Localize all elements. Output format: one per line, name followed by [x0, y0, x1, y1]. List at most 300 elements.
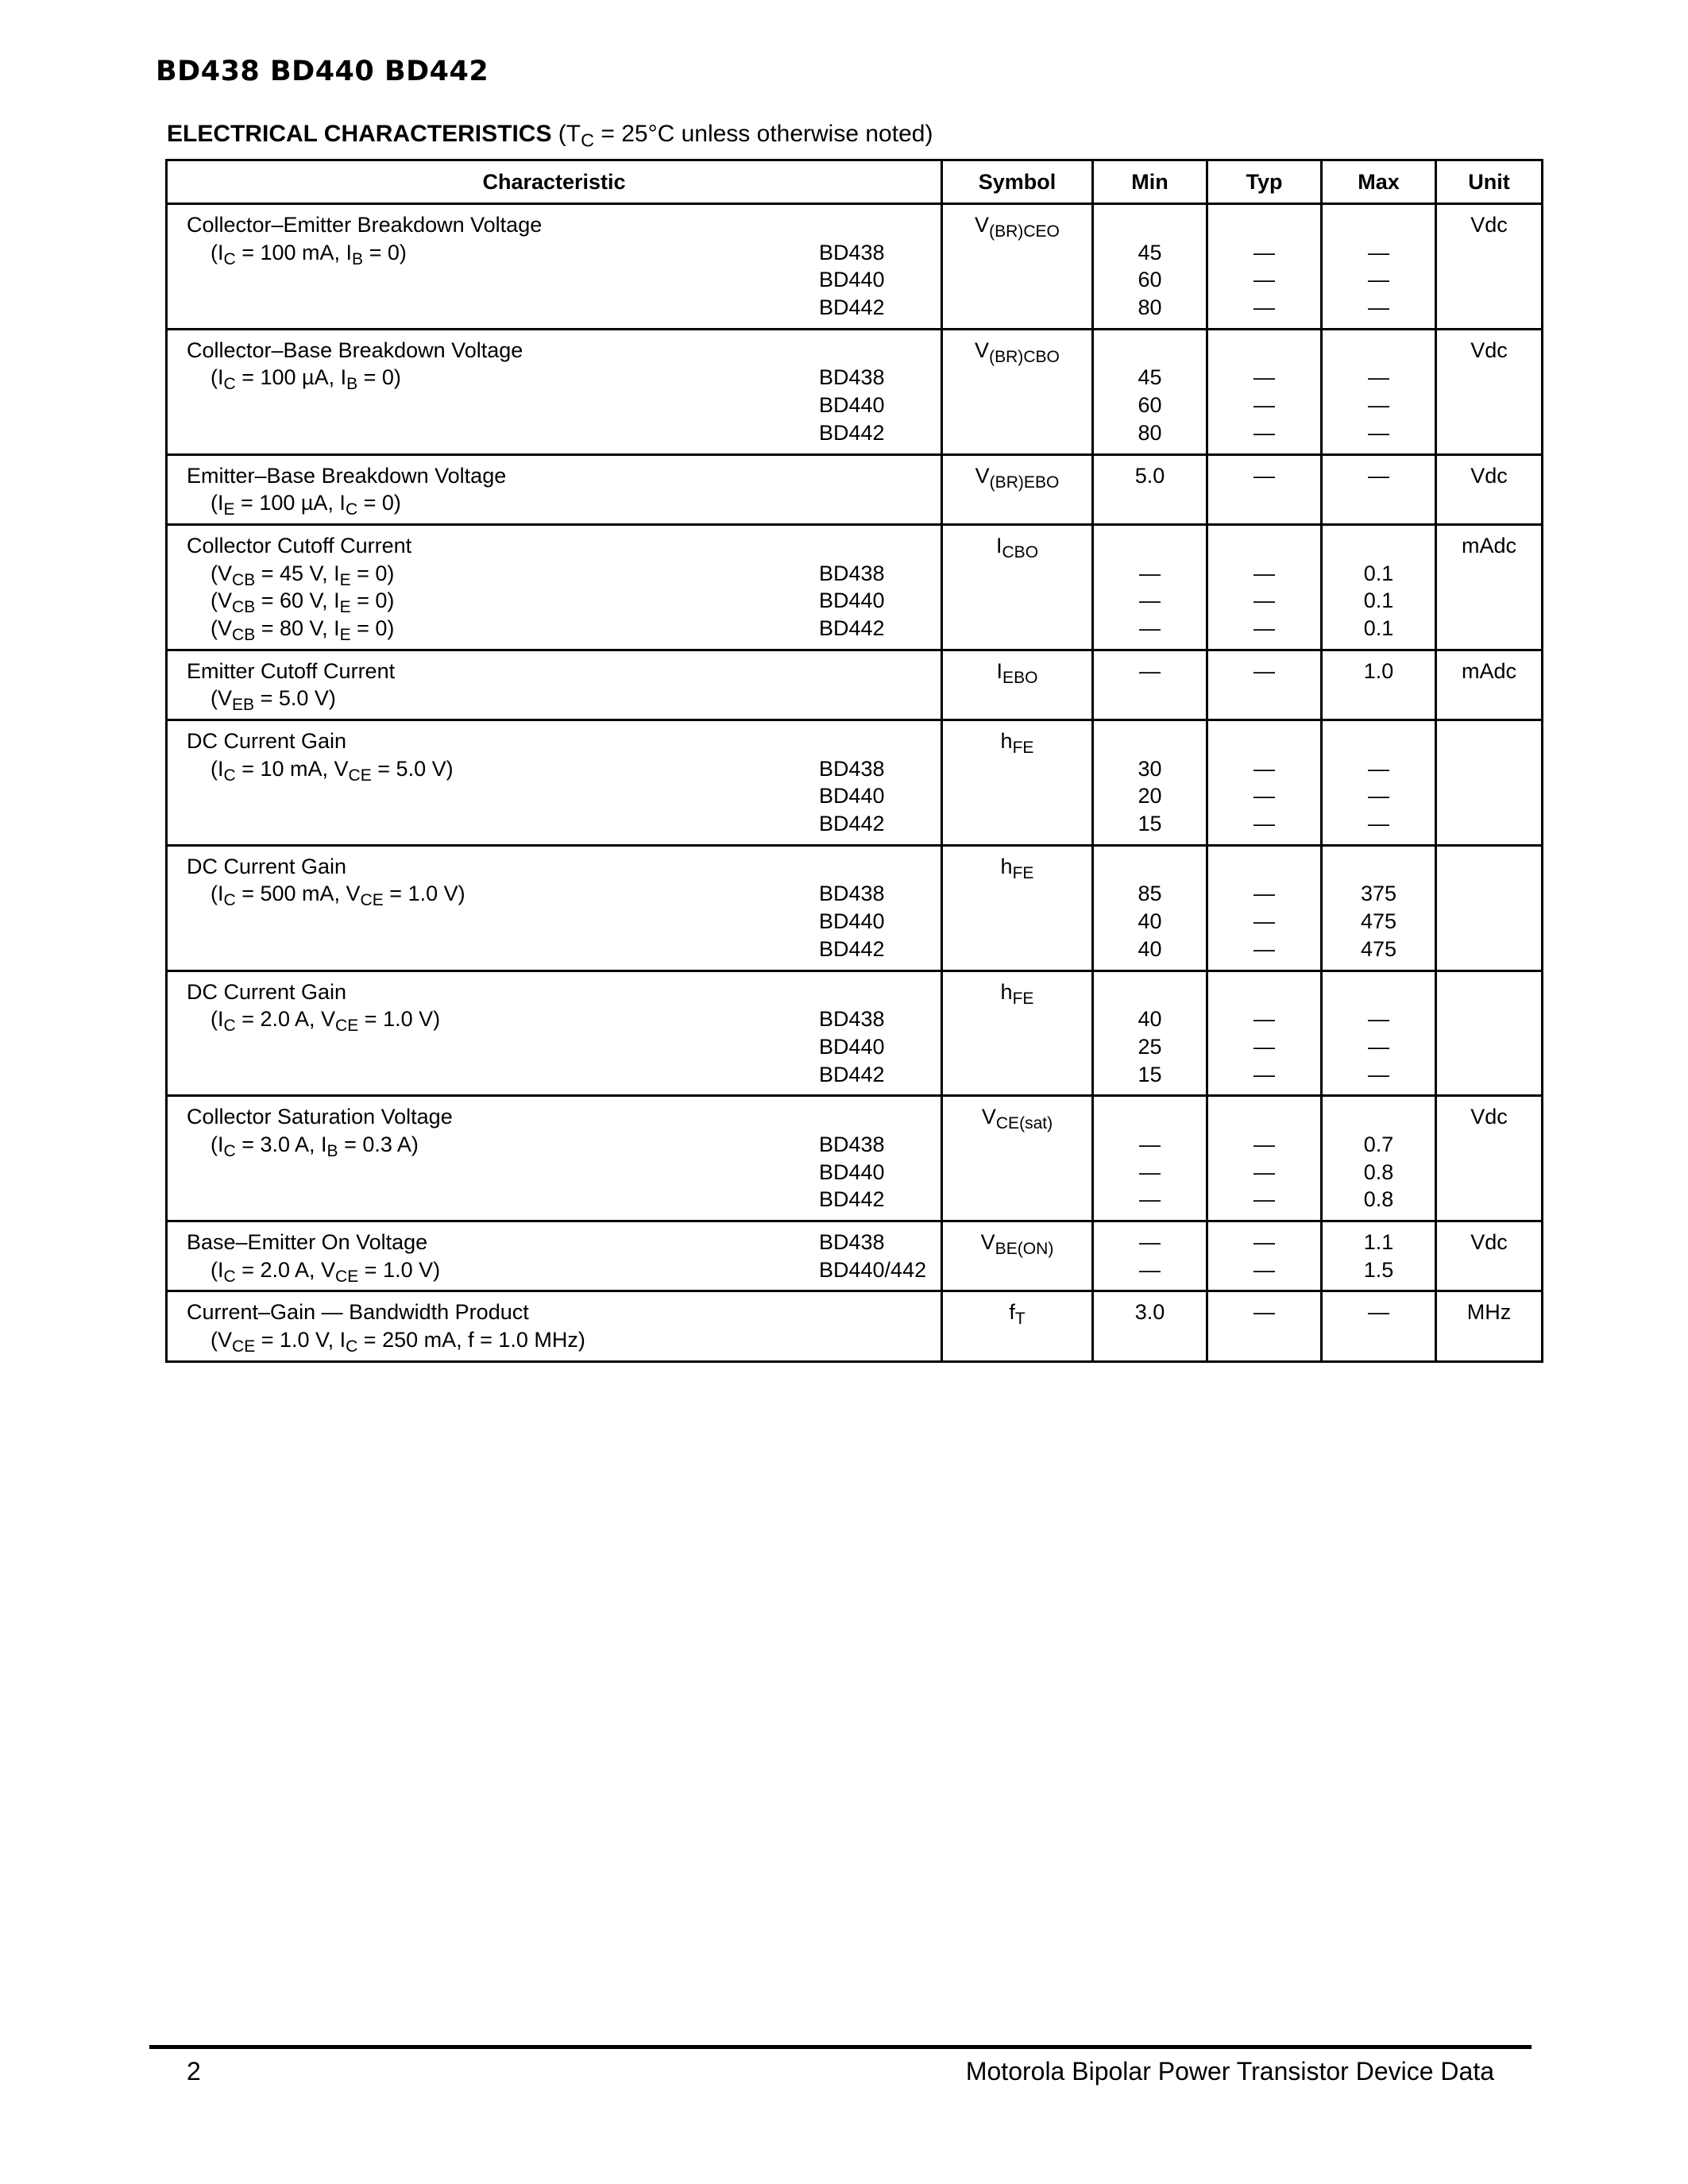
max-value — [1323, 211, 1435, 239]
condition-subscript: C — [223, 375, 236, 394]
condition-subscript: C — [346, 1337, 358, 1356]
symbol-subscript: FE — [1012, 989, 1034, 1008]
characteristic-name: Emitter Cutoff Current — [187, 658, 396, 683]
device-label: BD438 — [819, 756, 885, 781]
device-label: BD440 — [819, 588, 885, 613]
typ-cell — [1207, 524, 1322, 650]
max-cell — [1322, 650, 1436, 720]
symbol-subscript: CBO — [1002, 542, 1039, 561]
typ-value: — — [1253, 812, 1275, 836]
symbol-subscript: EBO — [1002, 668, 1038, 687]
condition-line — [187, 489, 941, 517]
typ-cell — [1207, 329, 1322, 454]
typ-value: — — [1253, 295, 1275, 320]
device-spacer — [819, 978, 885, 1006]
condition-subscript: C — [223, 249, 236, 268]
symbol-main: V — [975, 213, 990, 237]
characteristic-name: Collector–Emitter Breakdown Voltage — [187, 213, 543, 237]
condition-text: (I — [211, 491, 224, 515]
typ-value: — — [1253, 1132, 1275, 1156]
condition-subscript: CE — [232, 1337, 256, 1356]
device-label: BD438 — [819, 561, 885, 585]
typ-value: — — [1253, 1007, 1275, 1032]
min-value: 20 — [1138, 784, 1162, 808]
unit-value: mAdc — [1461, 658, 1517, 683]
max-value: 475 — [1360, 909, 1397, 934]
condition-text: = 0) — [357, 365, 401, 390]
max-cell — [1322, 454, 1436, 524]
device-label: BD442 — [819, 1062, 885, 1086]
min-cell — [1093, 524, 1207, 650]
max-value: — — [1368, 420, 1389, 445]
device-label: BD438 — [819, 240, 885, 264]
typ-value: — — [1253, 393, 1275, 418]
typ-value: — — [1253, 268, 1275, 292]
table-row — [167, 970, 1543, 1096]
max-value: — — [1368, 784, 1389, 808]
symbol-cell — [942, 454, 1093, 524]
device-spacer — [819, 1103, 885, 1131]
typ-cell — [1207, 1096, 1322, 1221]
max-value: 1.5 — [1363, 1257, 1394, 1282]
condition-text: = 1.0 V) — [383, 882, 465, 906]
header-unit: Unit — [1436, 160, 1543, 204]
condition-subscript: C — [223, 891, 236, 910]
table-row — [167, 204, 1543, 330]
device-label: BD442 — [819, 615, 885, 640]
device-label: BD440/442 — [819, 1257, 927, 1282]
device-spacer — [819, 532, 885, 560]
condition-text: = 0) — [350, 615, 395, 640]
symbol-main: V — [975, 463, 990, 488]
characteristic-content — [187, 727, 941, 836]
condition-text: (V — [211, 686, 232, 711]
section-title — [167, 121, 933, 151]
device-label: BD440 — [819, 909, 885, 934]
condition-text: = 3.0 A, I — [235, 1132, 327, 1156]
symbol-subscript: (BR)EBO — [989, 473, 1060, 492]
symbol — [943, 727, 1091, 755]
typ-value: — — [1253, 463, 1275, 488]
condition-subscript: B — [326, 1141, 338, 1160]
typ-value — [1208, 978, 1320, 1006]
unit-value: MHz — [1466, 1300, 1512, 1325]
symbol-cell — [942, 204, 1093, 330]
device-spacer — [819, 853, 885, 881]
characteristic-cell — [167, 845, 942, 970]
table-row — [167, 720, 1543, 846]
unit-cell — [1436, 1291, 1543, 1361]
symbol — [943, 853, 1091, 881]
max-value — [1323, 532, 1435, 560]
min-value — [1094, 727, 1206, 755]
typ-value: — — [1253, 561, 1275, 585]
max-value: — — [1368, 463, 1389, 488]
device-label: BD442 — [819, 295, 885, 320]
condition-subscript: CE — [360, 891, 384, 910]
symbol-cell — [942, 1221, 1093, 1291]
min-cell — [1093, 1291, 1207, 1361]
device-list — [819, 1229, 926, 1283]
min-value — [1094, 337, 1206, 365]
characteristic-name: Base–Emitter On Voltage — [187, 1230, 428, 1254]
device-label: BD440 — [819, 268, 885, 292]
unit-cell — [1436, 1096, 1543, 1221]
min-cell — [1093, 329, 1207, 454]
typ-value: — — [1253, 1160, 1275, 1184]
max-value: 0.1 — [1363, 615, 1394, 640]
min-value: 80 — [1138, 295, 1162, 320]
max-value — [1323, 853, 1435, 881]
typ-value: — — [1253, 1187, 1275, 1212]
min-cell — [1093, 720, 1207, 846]
max-value — [1323, 1103, 1435, 1131]
symbol-subscript: (BR)CBO — [989, 347, 1060, 366]
typ-cell — [1207, 1221, 1322, 1291]
typ-value: — — [1253, 1062, 1275, 1086]
min-value: 5.0 — [1134, 463, 1165, 488]
min-value: 40 — [1138, 909, 1162, 934]
unit-cell — [1436, 845, 1543, 970]
condition-text: (V — [211, 1328, 232, 1352]
min-value — [1094, 853, 1206, 881]
max-value: 0.1 — [1363, 561, 1394, 585]
max-value: — — [1368, 1300, 1389, 1325]
characteristic-name: Collector Cutoff Current — [187, 533, 412, 558]
min-value: 30 — [1138, 756, 1162, 781]
max-value: — — [1368, 295, 1389, 320]
min-cell — [1093, 204, 1207, 330]
typ-value — [1208, 337, 1320, 365]
max-value: 1.0 — [1363, 658, 1394, 683]
document-header-title: BD438 BD440 BD442 — [156, 56, 489, 87]
symbol — [943, 1103, 1091, 1131]
condition-text: (I — [211, 365, 224, 390]
condition-text: (I — [211, 1257, 224, 1282]
characteristic-content — [187, 1298, 941, 1356]
typ-value: — — [1253, 1257, 1275, 1282]
unit-value: Vdc — [1470, 1105, 1508, 1129]
table-row — [167, 845, 1543, 970]
typ-value: — — [1253, 909, 1275, 934]
typ-value: — — [1253, 756, 1275, 781]
condition-text: (I — [211, 756, 224, 781]
unit-cell — [1436, 1221, 1543, 1291]
max-value: 375 — [1360, 882, 1397, 906]
characteristic-cell — [167, 720, 942, 846]
characteristic-name: DC Current Gain — [187, 729, 347, 753]
unit-value: mAdc — [1461, 533, 1517, 558]
unit-value: Vdc — [1470, 213, 1508, 237]
unit-value: Vdc — [1470, 463, 1508, 488]
characteristic-name: Emitter–Base Breakdown Voltage — [187, 463, 507, 488]
max-value — [1323, 727, 1435, 755]
typ-cell — [1207, 650, 1322, 720]
condition-subscript: E — [223, 500, 235, 519]
min-value: — — [1139, 658, 1161, 683]
condition-subscript: B — [346, 375, 358, 394]
condition-subscript: CB — [232, 570, 256, 589]
device-list — [819, 211, 885, 322]
max-cell — [1322, 524, 1436, 650]
header-min: Min — [1093, 160, 1207, 204]
device-list — [819, 727, 885, 838]
device-spacer — [819, 337, 885, 365]
max-value: 1.1 — [1363, 1230, 1394, 1254]
min-value — [1094, 532, 1206, 560]
symbol-subscript: BE(ON) — [995, 1239, 1054, 1258]
min-value: — — [1139, 1132, 1161, 1156]
max-cell — [1322, 845, 1436, 970]
unit-cell — [1436, 454, 1543, 524]
characteristic-content — [187, 337, 941, 445]
symbol-main: f — [1009, 1300, 1015, 1325]
header-characteristic: Characteristic — [167, 160, 942, 204]
min-cell — [1093, 650, 1207, 720]
symbol-cell — [942, 524, 1093, 650]
characteristic-cell — [167, 329, 942, 454]
condition-text: = 2.0 A, V — [235, 1007, 336, 1032]
condition-text: (I — [211, 240, 224, 264]
symbol-subscript: FE — [1012, 738, 1034, 757]
condition-subscript: CB — [232, 598, 256, 617]
min-value — [1094, 978, 1206, 1006]
typ-value: — — [1253, 365, 1275, 390]
condition-text: = 1.0 V) — [358, 1257, 441, 1282]
condition-subscript: E — [339, 598, 351, 617]
min-cell — [1093, 1221, 1207, 1291]
max-cell — [1322, 970, 1436, 1096]
max-value: — — [1368, 812, 1389, 836]
device-label: BD438 — [819, 1230, 885, 1254]
min-value: 3.0 — [1134, 1300, 1165, 1325]
condition-subscript: C — [223, 1141, 236, 1160]
typ-value — [1208, 853, 1320, 881]
typ-value: — — [1253, 1230, 1275, 1254]
typ-value — [1208, 1103, 1320, 1131]
symbol-cell — [942, 845, 1093, 970]
condition-subscript: C — [223, 766, 236, 785]
typ-value — [1208, 727, 1320, 755]
condition-text: = 100 µA, I — [234, 491, 346, 515]
symbol-main: V — [981, 1105, 996, 1129]
symbol-main: V — [975, 338, 990, 362]
condition-text: (V — [211, 561, 232, 585]
characteristic-cell — [167, 1221, 942, 1291]
unit-value — [1437, 978, 1541, 1006]
condition-text: (V — [211, 615, 232, 640]
typ-cell — [1207, 454, 1322, 524]
table-row — [167, 650, 1543, 720]
min-value: — — [1139, 1257, 1161, 1282]
characteristic-cell — [167, 454, 942, 524]
symbol-main: h — [1000, 854, 1013, 878]
max-value: — — [1368, 393, 1389, 418]
condition-subscript: C — [223, 1267, 236, 1286]
condition-subscript: E — [339, 570, 351, 589]
symbol — [943, 462, 1091, 490]
condition-text: (I — [211, 1007, 224, 1032]
characteristic-name: DC Current Gain — [187, 979, 347, 1004]
symbol-main: h — [1000, 979, 1013, 1004]
typ-value: — — [1253, 240, 1275, 264]
max-value — [1323, 337, 1435, 365]
typ-value: — — [1253, 1034, 1275, 1059]
characteristic-content — [187, 1103, 941, 1212]
table-row — [167, 1096, 1543, 1221]
max-value — [1323, 978, 1435, 1006]
max-value: — — [1368, 1007, 1389, 1032]
condition-subscript: B — [352, 249, 364, 268]
max-value: — — [1368, 1034, 1389, 1059]
table-row — [167, 524, 1543, 650]
typ-value: — — [1253, 615, 1275, 640]
symbol-subscript: T — [1014, 1310, 1026, 1329]
characteristic-content — [187, 532, 941, 642]
typ-value — [1208, 211, 1320, 239]
condition-text: = 5.0 V) — [254, 686, 336, 711]
electrical-characteristics-table — [165, 159, 1543, 1363]
page-number: 2 — [187, 2057, 201, 2086]
min-value: — — [1139, 561, 1161, 585]
min-value: 25 — [1138, 1034, 1162, 1059]
min-value: 40 — [1138, 1007, 1162, 1032]
condition-text: = 0) — [350, 588, 395, 613]
footer-rule — [149, 2045, 1532, 2049]
characteristic-name: Current–Gain — Bandwidth Product — [187, 1300, 529, 1325]
max-cell — [1322, 1221, 1436, 1291]
max-value: 0.1 — [1363, 588, 1394, 613]
symbol-cell — [942, 329, 1093, 454]
condition-subscript: EB — [232, 696, 255, 715]
max-cell — [1322, 1291, 1436, 1361]
min-value: 45 — [1138, 365, 1162, 390]
min-cell — [1093, 970, 1207, 1096]
table-row — [167, 1221, 1543, 1291]
characteristic-name: Collector Saturation Voltage — [187, 1105, 453, 1129]
unit-cell — [1436, 329, 1543, 454]
device-label: BD440 — [819, 393, 885, 418]
device-label: BD442 — [819, 936, 885, 961]
condition-subscript: CB — [232, 625, 256, 644]
min-value: 80 — [1138, 420, 1162, 445]
condition-subscript: C — [223, 1017, 236, 1036]
device-list — [819, 337, 885, 447]
condition-text: (I — [211, 1132, 224, 1156]
typ-value: — — [1253, 936, 1275, 961]
max-value: 0.7 — [1363, 1132, 1394, 1156]
typ-value — [1208, 532, 1320, 560]
table-row — [167, 1291, 1543, 1361]
max-value: 0.8 — [1363, 1187, 1394, 1212]
typ-value: — — [1253, 882, 1275, 906]
characteristic-content — [187, 658, 941, 715]
min-value: 15 — [1138, 812, 1162, 836]
device-list — [819, 532, 885, 642]
condition-text: = 1.0 V, I — [255, 1328, 346, 1352]
condition-line — [187, 1326, 941, 1354]
typ-value: — — [1253, 588, 1275, 613]
typ-value: — — [1253, 658, 1275, 683]
max-value: 475 — [1360, 936, 1397, 961]
typ-value: — — [1253, 1300, 1275, 1325]
min-value: — — [1139, 1160, 1161, 1184]
condition-subscript: CE — [335, 1017, 359, 1036]
table-row — [167, 454, 1543, 524]
unit-cell — [1436, 204, 1543, 330]
table-row — [167, 329, 1543, 454]
typ-cell — [1207, 1291, 1322, 1361]
max-value: — — [1368, 268, 1389, 292]
symbol-cell — [942, 650, 1093, 720]
unit-cell — [1436, 720, 1543, 846]
symbol — [943, 658, 1091, 685]
min-value: 60 — [1138, 268, 1162, 292]
condition-text: = 5.0 V) — [371, 756, 454, 781]
max-value: — — [1368, 756, 1389, 781]
characteristic-content — [187, 211, 941, 320]
condition-text: = 2.0 A, V — [235, 1257, 336, 1282]
symbol — [943, 532, 1091, 560]
characteristic-name: Collector–Base Breakdown Voltage — [187, 338, 523, 362]
typ-cell — [1207, 970, 1322, 1096]
device-label: BD442 — [819, 812, 885, 836]
device-label: BD440 — [819, 1160, 885, 1184]
symbol-cell — [942, 720, 1093, 846]
device-spacer — [819, 211, 885, 239]
min-value: — — [1139, 1187, 1161, 1212]
symbol-subscript: CE(sat) — [995, 1114, 1053, 1133]
min-value — [1094, 1103, 1206, 1131]
device-spacer — [819, 727, 885, 755]
device-label: BD442 — [819, 420, 885, 445]
device-label: BD438 — [819, 1007, 885, 1032]
condition-text: (V — [211, 588, 232, 613]
condition-text: = 100 mA, I — [235, 240, 353, 264]
condition-text: = 500 mA, V — [235, 882, 361, 906]
condition-subscript: C — [345, 500, 358, 519]
max-cell — [1322, 204, 1436, 330]
table-header-row — [167, 160, 1543, 204]
min-cell — [1093, 845, 1207, 970]
characteristic-content — [187, 853, 941, 961]
min-value: 15 — [1138, 1062, 1162, 1086]
condition-text: = 0) — [357, 491, 401, 515]
condition-text: = 250 mA, f = 1.0 MHz) — [357, 1328, 585, 1352]
min-value: 45 — [1138, 240, 1162, 264]
symbol-main: V — [980, 1230, 995, 1254]
min-value — [1094, 211, 1206, 239]
max-value: 0.8 — [1363, 1160, 1394, 1184]
condition-text: = 0) — [363, 240, 407, 264]
symbol-cell — [942, 970, 1093, 1096]
device-label: BD440 — [819, 784, 885, 808]
max-cell — [1322, 720, 1436, 846]
device-list — [819, 978, 885, 1089]
device-label: BD440 — [819, 1034, 885, 1059]
unit-cell — [1436, 650, 1543, 720]
section-condition: ($T_C = 25^\circ C$ unless otherwise noted) — [558, 121, 933, 151]
symbol-subscript: FE — [1012, 863, 1034, 882]
characteristic-cell — [167, 524, 942, 650]
typ-value: — — [1253, 784, 1275, 808]
min-value: 60 — [1138, 393, 1162, 418]
typ-cell — [1207, 720, 1322, 846]
table-body — [167, 204, 1543, 1362]
unit-value — [1437, 727, 1541, 755]
condition-text: = 0.3 A) — [338, 1132, 419, 1156]
condition-subscript: CE — [335, 1267, 359, 1286]
